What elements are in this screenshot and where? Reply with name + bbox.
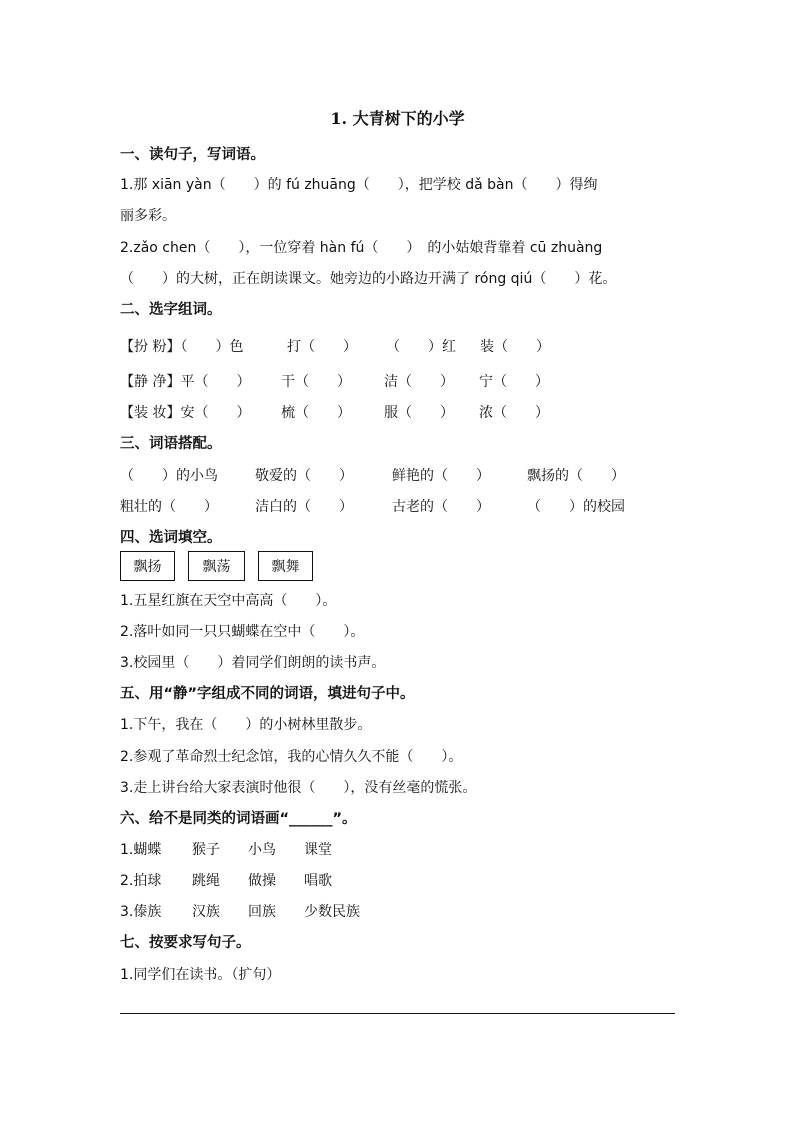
word-box: 飘荡 — [188, 551, 245, 581]
s3-item: （ ）的校园 — [527, 499, 625, 515]
s6-word: 小鸟 — [248, 842, 276, 858]
s3-item: 粗壮的（ ） — [120, 499, 218, 515]
s2-item: 干（ ） — [281, 374, 351, 390]
s4-question-3: 3.校园里（ ）着同学们朗朗的读书声。 — [120, 655, 386, 671]
s6-word: 猴子 — [192, 842, 220, 858]
section-7-heading: 七、按要求写句子。 — [120, 935, 251, 951]
s5-question-2: 2.参观了革命烈士纪念馆，我的心情久久不能（ ）。 — [120, 749, 463, 765]
s2-item: 洁（ ） — [384, 374, 454, 390]
s2-item: 打（ ） — [287, 339, 357, 355]
section-3-heading: 三、词语搭配。 — [120, 436, 222, 452]
s6-word: 跳绳 — [192, 873, 220, 889]
s2-item: 装（ ） — [480, 339, 550, 355]
s2-item: （ ）红 — [386, 339, 456, 355]
s2-item: 服（ ） — [384, 405, 454, 421]
s6-word: 1.蝴蝶 — [120, 842, 162, 858]
s2-item: 浓（ ） — [479, 405, 549, 421]
s6-word: 少数民族 — [304, 904, 360, 920]
s6-word: 汉族 — [192, 904, 220, 920]
s1-line-2: 丽多彩。 — [120, 208, 176, 224]
s2-item: 【扮 粉】（ ）色 — [120, 339, 244, 355]
s3-item: 古老的（ ） — [392, 499, 490, 515]
section-2-heading: 二、选字组词。 — [120, 302, 222, 318]
s3-item: 敬爱的（ ） — [255, 468, 353, 484]
s5-question-1: 1.下午，我在（ ）的小树林里散步。 — [120, 717, 372, 733]
s4-question-1: 1.五星红旗在天空中高高（ ）。 — [120, 593, 337, 609]
s1-line-4: （ ）的大树，正在朗读课文。她旁边的小路边开满了 róng qiú（ ）花。 — [120, 271, 617, 287]
s2-item: 【静 净】平（ ） — [120, 374, 251, 390]
s6-word: 课堂 — [304, 842, 332, 858]
s6-word: 做操 — [248, 873, 276, 889]
s2-item: 【装 妆】安（ ） — [120, 405, 251, 421]
s6-word: 唱歌 — [304, 873, 332, 889]
s4-question-2: 2.落叶如同一只只蝴蝶在空中（ ）。 — [120, 624, 365, 640]
word-box: 飘扬 — [120, 551, 175, 581]
section-4-heading: 四、选词填空。 — [120, 530, 222, 546]
s7-question-1: 1.同学们在读书。（扩句） — [120, 967, 281, 983]
page-title: 1. 大青树下的小学 — [330, 109, 465, 128]
s3-item: 洁白的（ ） — [255, 499, 353, 515]
word-box: 飘舞 — [258, 551, 313, 581]
s3-item: （ ）的小鸟 — [120, 468, 218, 484]
s2-item: 梳（ ） — [281, 405, 351, 421]
s6-word: 2.拍球 — [120, 873, 162, 889]
s6-word: 回族 — [248, 904, 276, 920]
s3-item: 飘扬的（ ） — [527, 468, 625, 484]
s2-item: 宁（ ） — [479, 374, 549, 390]
answer-line[interactable] — [120, 1013, 675, 1014]
section-5-heading: 五、用“静”字组成不同的词语，填进句子中。 — [120, 686, 415, 702]
s1-line-1: 1.那 xiān yàn（ ）的 fú zhuāng（ ），把学校 dǎ bàn（ ）得绚 — [120, 177, 598, 193]
s5-question-3: 3.走上讲台给大家表演时他很（ ），没有丝毫的慌张。 — [120, 780, 477, 796]
s6-word: 3.傣族 — [120, 904, 162, 920]
s3-item: 鲜艳的（ ） — [392, 468, 490, 484]
section-6-heading: 六、给不是同类的词语画“______”。 — [120, 811, 357, 827]
s1-line-3: 2.zǎo chen（ ），一位穿着 hàn fú（ ） 的小姑娘背靠着 cū zhuàng — [120, 240, 603, 256]
section-1-heading: 一、读句子，写词语。 — [120, 147, 265, 163]
